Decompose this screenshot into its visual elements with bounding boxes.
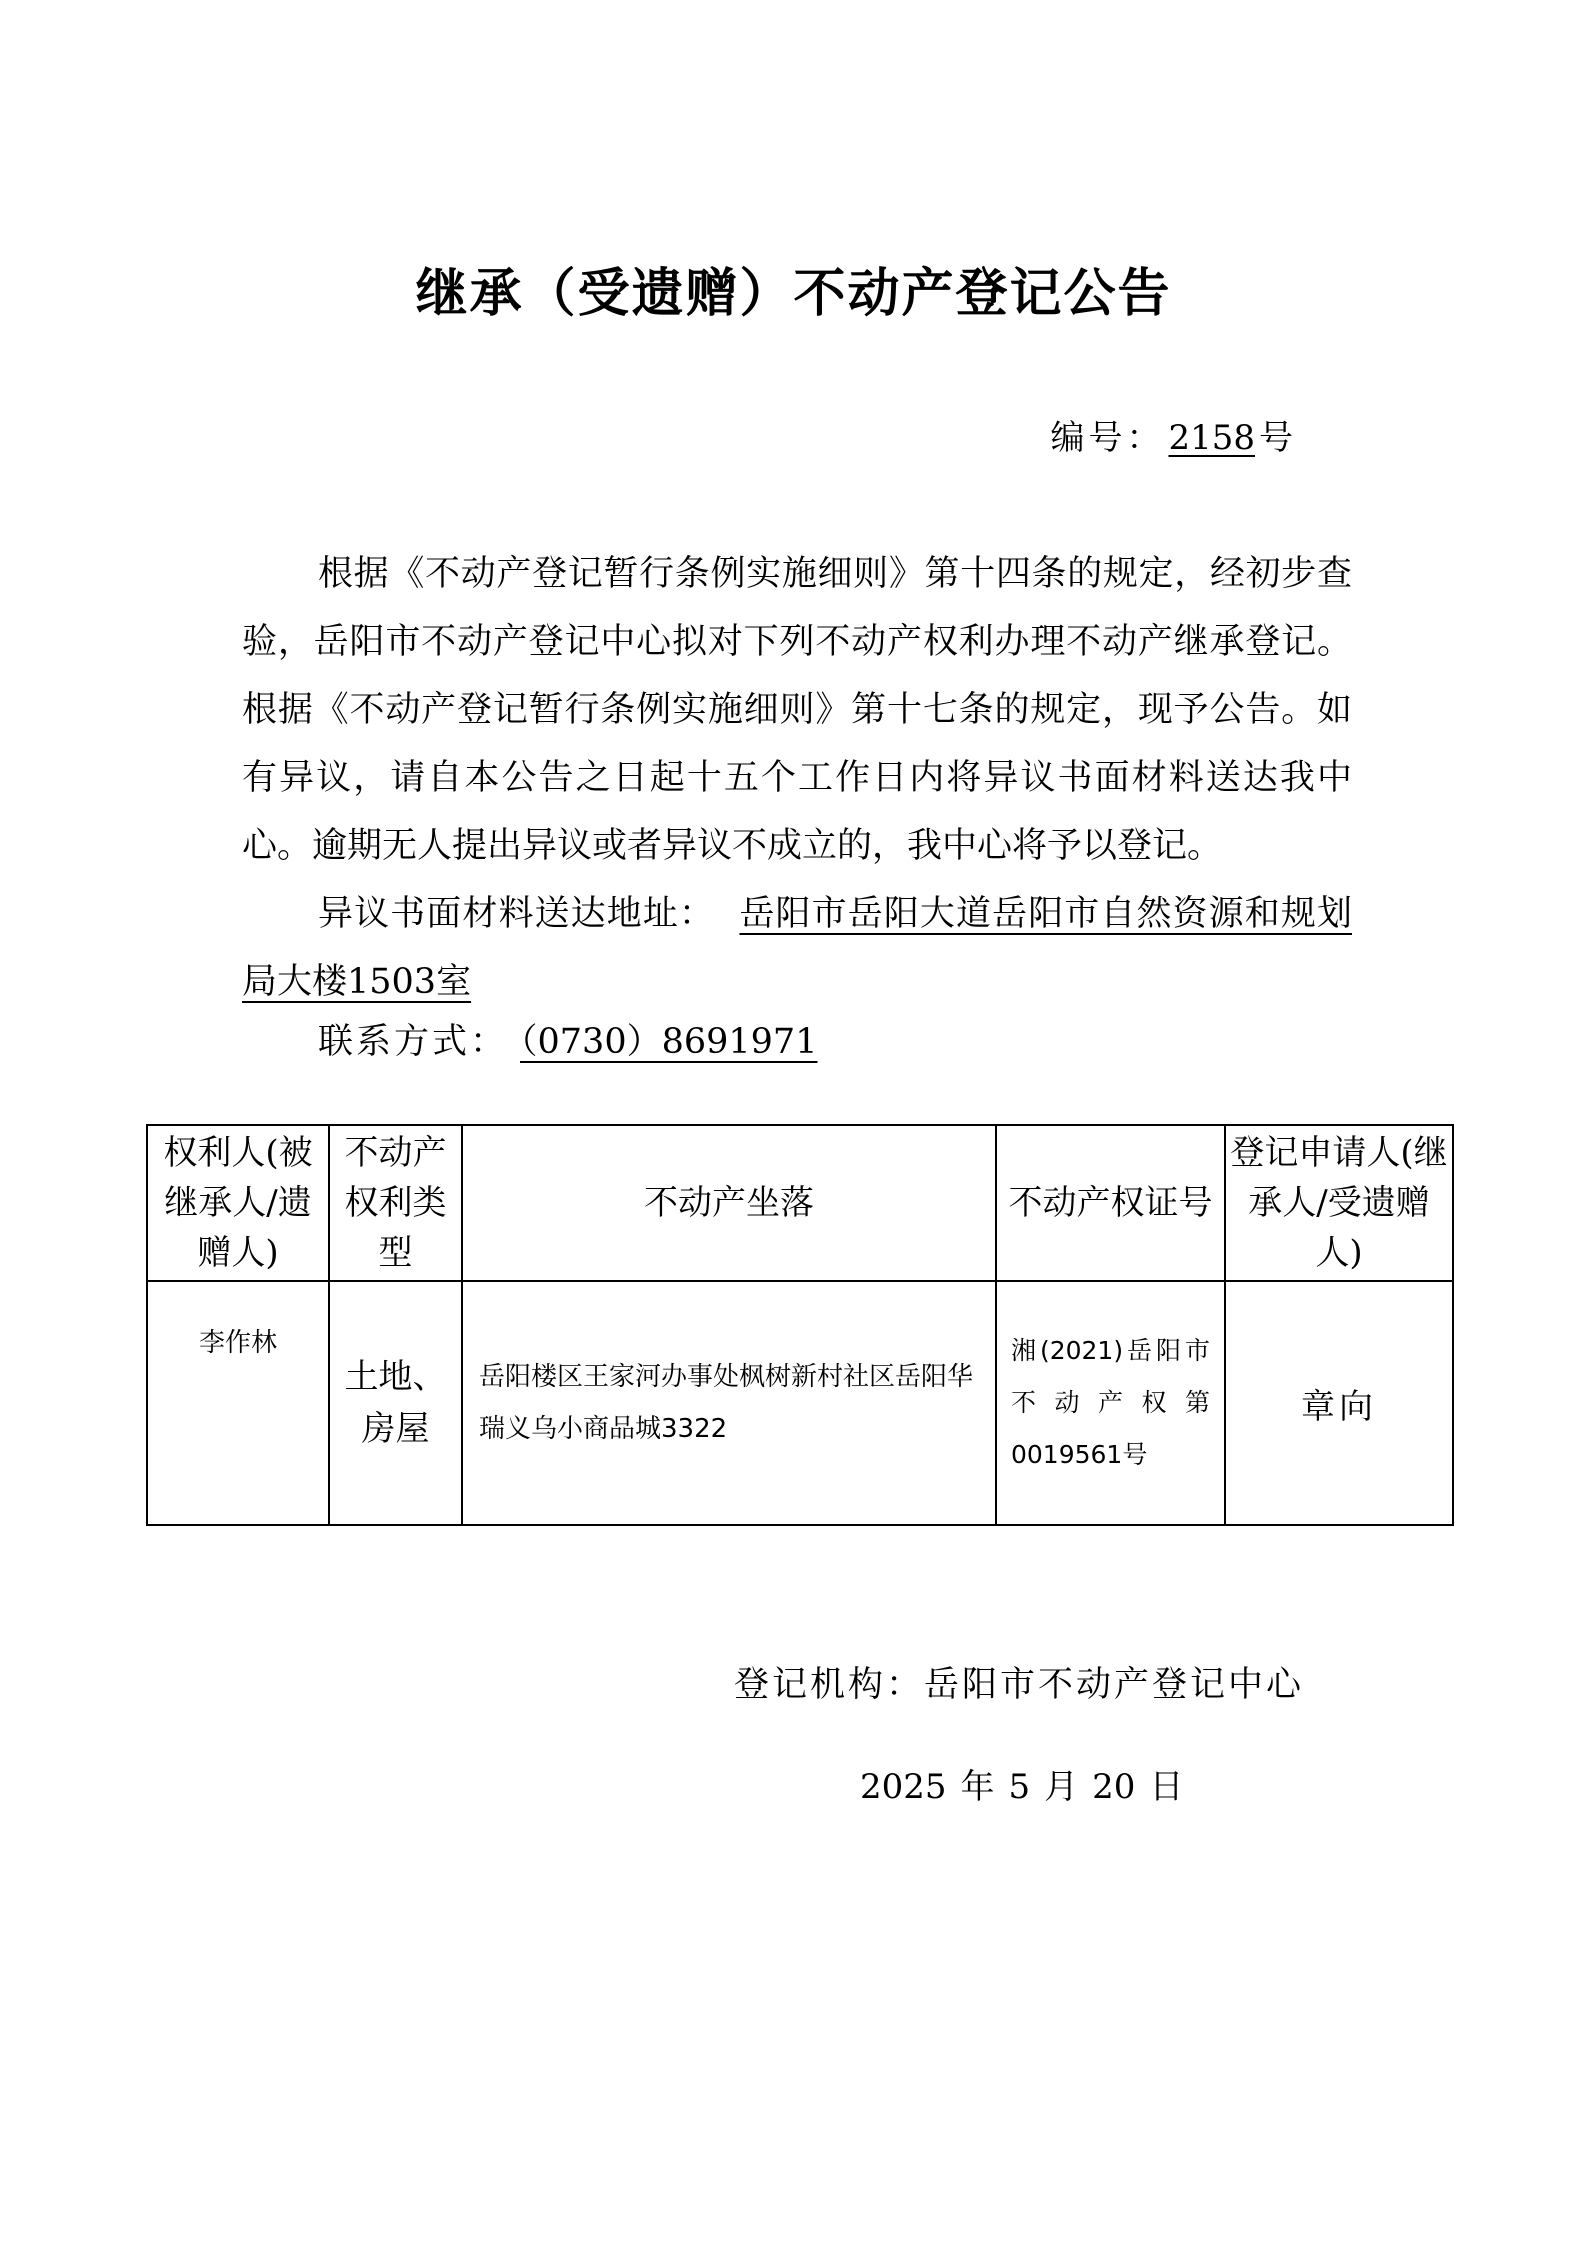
objection-address-value: 岳阳市岳阳大道岳阳市自然资源和规划局大楼1503室: [242, 894, 1352, 1002]
serial-number: 2158: [1168, 418, 1255, 458]
serial-suffix: 号: [1259, 418, 1297, 458]
header-applicant: 登记申请人(继承人/受遗赠人): [1225, 1125, 1453, 1281]
contact-line: [318, 1008, 857, 1076]
document-title: 继承（受遗赠）不动产登记公告: [415, 264, 1172, 324]
date-day: 20: [1092, 1767, 1136, 1807]
announcement-paragraph: 根据《不动产登记暂行条例实施细则》第十四条的规定，经初步查验，岳阳市不动产登记中心拟对下列不动产权利办理不动产继承登记。根据《不动产登记暂行条例实施细则》第十七条的规定，现予公告。如有异议，请自本公告之日起十五个工作日内将异议书面材料送达我中心。逾期无人提出异议或者异议不成立的，我中心将予以登记。: [242, 554, 1352, 866]
property-table: [146, 1124, 1454, 1526]
registration-authority: [734, 1655, 1304, 1715]
cell-certificate: 湘(2021)岳阳市不动产权第0019561号: [996, 1281, 1225, 1525]
header-right-type: 不动产权利类型: [329, 1125, 462, 1281]
objection-address-paragraph: [242, 880, 1352, 1016]
date-month-unit: 月: [1044, 1767, 1079, 1807]
serial-label: 编号：: [1050, 418, 1165, 458]
cell-holder: 李作林: [147, 1281, 329, 1525]
cell-applicant: 章向: [1225, 1281, 1453, 1525]
date-year: 2025: [860, 1767, 947, 1807]
date-year-unit: 年: [960, 1767, 995, 1807]
header-holder: 权利人(被继承人/遗赠人): [147, 1125, 329, 1281]
authority-label: 登记机构：: [734, 1665, 925, 1705]
header-certificate: 不动产权证号: [996, 1125, 1225, 1281]
announcement-body: [242, 540, 1352, 1016]
date-day-unit: 日: [1149, 1767, 1184, 1807]
table-row: [147, 1281, 1453, 1525]
contact-phone: （0730）8691971: [520, 1022, 818, 1062]
cell-right-type: 土地、房屋: [329, 1281, 462, 1525]
serial-number-line: [1050, 413, 1297, 463]
contact-label: 联系方式：: [318, 1022, 509, 1062]
table-header-row: [147, 1125, 1453, 1281]
authority-name: 岳阳市不动产登记中心: [924, 1665, 1305, 1705]
header-location: 不动产坐落: [462, 1125, 996, 1281]
date-month: 5: [1008, 1767, 1031, 1807]
cell-location: 岳阳楼区王家河办事处枫树新村社区岳阳华瑞义乌小商品城3322: [462, 1281, 996, 1525]
announcement-date: [860, 1757, 1197, 1817]
objection-address-label: 异议书面材料送达地址：: [318, 894, 716, 934]
